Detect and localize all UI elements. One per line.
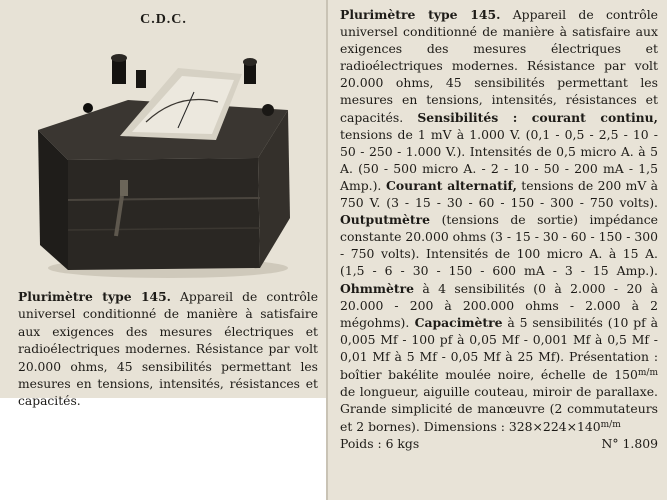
spec-text <box>340 6 658 452</box>
left-clipping <box>0 0 327 409</box>
mm-symbol: m/m <box>637 367 658 378</box>
photo-caption <box>18 288 318 411</box>
ohm-label: Ohmmètre <box>340 280 415 296</box>
ac-label: Courant alternatif, <box>381 177 517 193</box>
sensitivity-body: tensions de 1 mV à 1.000 V. (0,1 - 0,5 - 2,5 - 10 - 50 - 250 - 1.000 V.). Intensités de 0,5 micro A. à 5 A. (50 - 500 micro A. - 2 - 10 - 50 - 200 mA - 1,5 Amp.). <box>340 126 658 193</box>
output-body: (tensions de sortie) impédance constante 20.000 ohms (3 - 15 - 30 - 60 - 150 - 300 - 750 volts). Intensités de 100 micro A. à 15 A. (1,5 - 6 - 30 - 150 - 600 mA - 3 - 15 Amp.). <box>340 212 658 279</box>
caption-body: Appareil de contrôle universel conditionné de manière à satisfaire aux exigences des mesures électriques et radioélectriques modernes. Résistance par volt 20.000 ohms, 45 sensibilités permettant les mesures en tensions, intensités, résistances et capacités. <box>18 290 318 409</box>
sensitivity-label: Sensibilités : courant continu, <box>417 109 658 125</box>
intro-title: Plurimètre type 145. <box>340 7 501 22</box>
presentation-body: de longueur, aiguille couteau, miroir de parallaxe. Grande simplicité de manœuvre (2 commutateurs et 2 bornes). Dimensions : 328×224×140 <box>340 384 658 435</box>
reference-number: N° 1.809 <box>601 436 658 452</box>
mm-symbol-2: m/m <box>600 420 621 431</box>
weight: Poids : 6 kgs <box>340 436 420 452</box>
caption-title: Plurimètre type 145. <box>18 289 171 304</box>
multimeter-photo <box>28 40 298 280</box>
intro-body: Appareil de contrôle universel conditionné de manière à satisfaire aux exigences des mesures électriques et radioélectriques modernes. Résistance par volt 20.000 ohms, 45 sensibilités permettant les mesures en tensions, intensités, résistances et capacités. <box>340 7 658 125</box>
ac-body: tensions de 200 mV à 750 V. (3 - 15 - 30 - 60 - 150 - 300 - 750 volts). <box>340 177 658 211</box>
footer-row <box>340 435 658 452</box>
brand-title: C.D.C. <box>140 12 187 27</box>
cap-label: Capacimètre <box>409 314 503 330</box>
cap-body: à 5 sensibilités (10 pf à 0,005 Mf - 100 pf à 0,05 Mf - 0,001 Mf à 0,5 Mf - 0,01 Mf à 5 Mf - 0,05 Mf à 25 Mf). Présentation : boîtier bakélite moulée noire, échelle de 150 <box>340 314 658 382</box>
ohm-body: à 4 sensibilités (0 à 2.000 - 20 à 20.000 - 200 à 200.000 ohms - 2.000 à 2 mégohms). <box>340 280 658 330</box>
output-label: Outputmètre <box>340 212 431 228</box>
